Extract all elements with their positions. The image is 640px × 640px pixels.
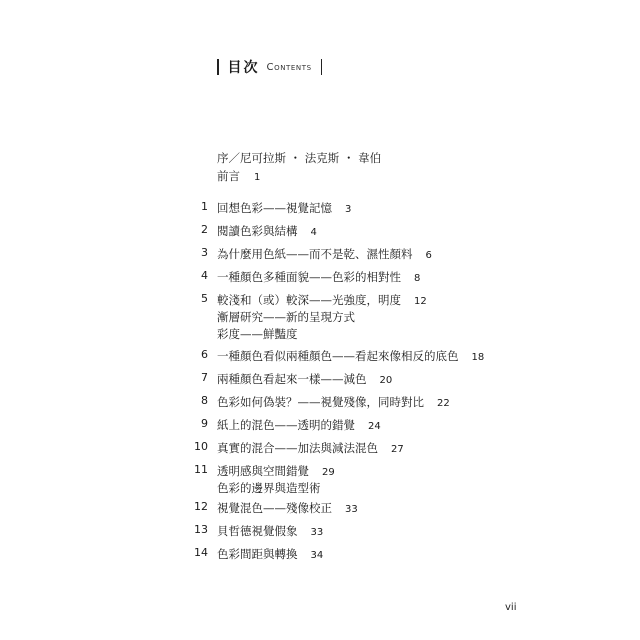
chapter-title-line: [217, 500, 358, 516]
heading-title-en: Contents: [266, 61, 312, 73]
chapter-number: 7: [201, 371, 208, 384]
chapter-title: 色彩如何偽裝？——視覺殘像，同時對比: [217, 395, 424, 409]
chapter-title: 較淺和（或）較深——光強度，明度: [217, 293, 401, 307]
chapter-page: 4: [310, 227, 317, 238]
chapter-number: 2: [201, 223, 208, 236]
chapter-page: 12: [414, 296, 427, 307]
chapter-page: 18: [471, 352, 485, 363]
front-matter-title: 序／尼可拉斯 ・ 法克斯 ・ 韋伯: [217, 151, 382, 165]
chapter-title: 兩種顏色看起來一樣——減色: [217, 372, 367, 386]
chapter-title-line: [217, 246, 432, 262]
chapter-page: 6: [425, 250, 432, 261]
chapter-number: 5: [201, 292, 208, 305]
toc-heading: [217, 57, 322, 77]
chapter-title: 為什麼用色紙——而不是乾、濕性顏料: [217, 247, 413, 261]
chapter-title-line: [217, 463, 335, 479]
chapter-title-line: [217, 523, 323, 539]
front-matter-title: 前言: [217, 169, 240, 183]
chapter-title-line: [217, 292, 427, 308]
chapter-subtitle: 漸層研究——新的呈現方式: [217, 310, 355, 324]
heading-left-rule: [217, 59, 219, 75]
chapter-page: 27: [391, 444, 404, 455]
chapter-number: 1: [201, 200, 208, 213]
page-folio: vii: [505, 602, 517, 613]
chapter-number: 14: [194, 546, 208, 559]
chapter-title: 一種顏色看似兩種顏色——看起來像相反的底色: [217, 349, 459, 363]
chapter-title-line: [217, 223, 317, 239]
chapter-number: 4: [201, 269, 208, 282]
front-matter-foreword: [217, 168, 260, 184]
chapter-subtitle: 色彩的邊界與造型術: [217, 481, 321, 495]
chapter-number: 8: [201, 394, 208, 407]
chapter-title-line: [217, 269, 420, 285]
chapter-title: 回想色彩——視覺記憶: [217, 201, 332, 215]
heading-right-rule: [321, 59, 323, 75]
chapter-title-line: [217, 546, 323, 562]
chapter-page: 8: [414, 273, 421, 284]
chapter-page: 33: [310, 527, 324, 538]
chapter-title-line: [217, 440, 404, 456]
chapter-page: 20: [379, 375, 393, 386]
chapter-number: 13: [194, 523, 208, 536]
chapter-number: 6: [201, 348, 208, 361]
chapter-subtitle: 彩度——鮮豔度: [217, 327, 298, 341]
chapter-title: 閱讀色彩與結構: [217, 224, 298, 238]
chapter-page: 29: [322, 467, 335, 478]
chapter-title-line: [217, 394, 450, 410]
chapter-number: 12: [194, 500, 208, 513]
chapter-page: 3: [345, 204, 352, 215]
chapter-title-line: [217, 417, 381, 433]
chapter-title: 透明感與空間錯覺: [217, 464, 309, 478]
chapter-page: 34: [310, 550, 324, 561]
chapter-number: 3: [201, 246, 208, 259]
chapter-title: 紙上的混色——透明的錯覺: [217, 418, 355, 432]
heading-title-zh: 目次: [227, 60, 260, 76]
chapter-title: 貝哲德視覺假象: [217, 524, 298, 538]
chapter-title: 一種顏色多種面貌——色彩的相對性: [217, 270, 401, 284]
chapter-title-line: [217, 348, 484, 364]
chapter-number: 10: [194, 440, 208, 453]
chapter-title: 視覺混色——殘像校正: [217, 501, 332, 515]
chapter-title-line: [217, 371, 392, 387]
chapter-number: 9: [201, 417, 208, 430]
chapter-title: 真實的混合——加法與減法混色: [217, 441, 378, 455]
front-matter-page: 1: [254, 172, 261, 183]
chapter-page: 24: [368, 421, 381, 432]
chapter-page: 33: [345, 504, 358, 515]
chapter-title: 色彩間距與轉換: [217, 547, 298, 561]
chapter-title-line: [217, 200, 351, 216]
chapter-page: 22: [437, 398, 450, 409]
chapter-number: 11: [194, 463, 208, 476]
front-matter-preface: [217, 150, 381, 166]
